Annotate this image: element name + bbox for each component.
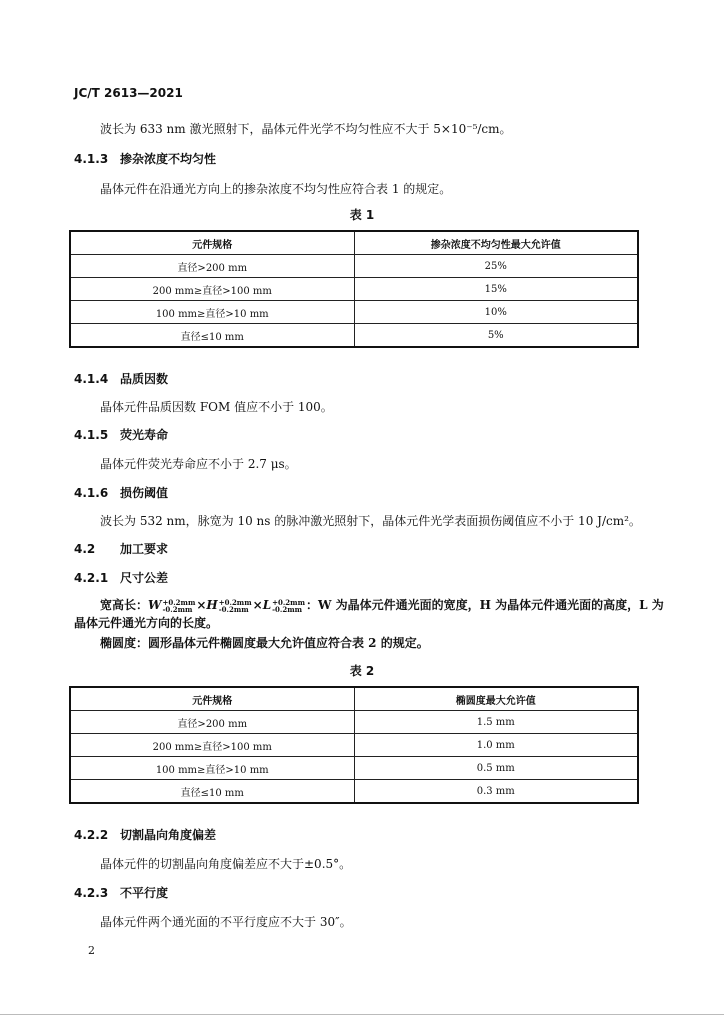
table-cell: 直径≤10 mm — [70, 324, 354, 348]
table-cell: 10% — [354, 301, 638, 324]
table-row — [70, 255, 638, 278]
table2 — [69, 686, 639, 804]
table-cell: 25% — [354, 255, 638, 278]
times-sign: × — [252, 598, 263, 612]
l-upper: +0.2mm — [272, 597, 305, 607]
table1-caption: 表 1 — [349, 208, 375, 222]
table-row — [70, 278, 638, 301]
dimension-tolerance-line — [100, 596, 664, 613]
heading-title: 切割晶向角度偏差 — [120, 828, 217, 842]
page-bottom-divider — [0, 1014, 724, 1015]
standard-code: JC/T 2613—2021 — [74, 86, 183, 100]
heading-4-2 — [74, 540, 168, 557]
doping-text: 晶体元件在沿通光方向上的掺杂浓度不均匀性应符合表 1 的规定。 — [100, 182, 452, 196]
table-header-row — [70, 687, 638, 711]
table2-caption: 表 2 — [349, 664, 375, 678]
h-tolerance — [219, 599, 252, 613]
table-cell: 1.0 mm — [354, 734, 638, 757]
optical-uniformity-text: 波长为 633 nm 激光照射下，晶体元件光学不均匀性应不大于 5×10⁻⁵/cm。 — [100, 122, 512, 136]
table-header-cell: 掺杂浓度不均匀性最大允许值 — [354, 231, 638, 255]
table-cell: 100 mm≥直径>10 mm — [70, 757, 354, 780]
heading-title: 不平行度 — [120, 886, 169, 900]
table-cell: 200 mm≥直径>100 mm — [70, 734, 354, 757]
table-cell: 100 mm≥直径>10 mm — [70, 301, 354, 324]
heading-number: 4.1.4 — [74, 372, 109, 386]
times-sign: × — [196, 598, 207, 612]
w-tolerance — [163, 599, 196, 613]
fom-text: 晶体元件品质因数 FOM 值应不小于 100。 — [100, 400, 333, 414]
table-cell: 0.5 mm — [354, 757, 638, 780]
ellipticity-text: 椭圆度：圆形晶体元件椭圆度最大允许值应符合表 2 的规定。 — [100, 636, 429, 650]
heading-number: 4.2.1 — [74, 571, 109, 585]
table-header-cell: 元件规格 — [70, 687, 354, 711]
w-lower: -0.2mm — [162, 604, 193, 614]
table-cell: 200 mm≥直径>100 mm — [70, 278, 354, 301]
table-row — [70, 780, 638, 804]
table-header-cell: 元件规格 — [70, 231, 354, 255]
dimension-line2: 晶体元件通光方向的长度。 — [74, 616, 219, 630]
heading-title: 荧光寿命 — [120, 428, 169, 442]
heading-number: 4.1.3 — [74, 152, 109, 166]
symbol-w: W — [148, 598, 162, 612]
dimension-description: ：W 为晶体元件通光面的宽度，H 为晶体元件通光面的高度，L 为 — [305, 598, 664, 612]
table-row — [70, 711, 638, 734]
l-lower: -0.2mm — [272, 604, 303, 614]
symbol-h: H — [206, 598, 218, 612]
heading-number: 4.1.5 — [74, 428, 109, 442]
table1 — [69, 230, 639, 348]
cut-angle-text: 晶体元件的切割晶向角度偏差应不大于±0.5°。 — [100, 857, 352, 871]
table-cell: 直径≤10 mm — [70, 780, 354, 804]
dimension-label: 宽高长： — [100, 598, 149, 612]
heading-4-1-3 — [74, 150, 216, 167]
table-header-cell: 椭圆度最大允许值 — [354, 687, 638, 711]
l-tolerance — [272, 599, 305, 613]
table-cell: 1.5 mm — [354, 711, 638, 734]
table-header-row — [70, 231, 638, 255]
table-cell: 0.3 mm — [354, 780, 638, 804]
heading-4-2-2 — [74, 826, 216, 843]
table-cell: 5% — [354, 324, 638, 348]
heading-title: 品质因数 — [120, 372, 169, 386]
symbol-l: L — [262, 598, 272, 612]
table-row — [70, 324, 638, 348]
heading-title: 尺寸公差 — [120, 571, 169, 585]
h-upper: +0.2mm — [218, 597, 252, 607]
heading-4-1-5 — [74, 426, 168, 443]
heading-number: 4.2.3 — [74, 886, 109, 900]
table-cell: 直径>200 mm — [70, 255, 354, 278]
table-cell: 15% — [354, 278, 638, 301]
heading-4-1-4 — [74, 370, 168, 387]
heading-number: 4.1.6 — [74, 486, 109, 500]
parallelism-text: 晶体元件两个通光面的不平行度应不大于 30″。 — [100, 915, 352, 929]
damage-threshold-text: 波长为 532 nm，脉宽为 10 ns 的脉冲激光照射下，晶体元件光学表面损伤阈值应不小于 10 J/cm²。 — [100, 514, 641, 528]
heading-number: 4.2.2 — [74, 828, 109, 842]
page-number: 2 — [88, 944, 95, 957]
heading-4-2-1 — [74, 569, 168, 586]
heading-4-2-3 — [74, 884, 168, 901]
heading-title: 掺杂浓度不均匀性 — [120, 152, 217, 166]
heading-title: 损伤阈值 — [120, 486, 169, 500]
fluorescence-text: 晶体元件荧光寿命应不小于 2.7 μs。 — [100, 457, 297, 471]
table-row — [70, 734, 638, 757]
heading-title: 加工要求 — [120, 542, 169, 556]
heading-4-1-6 — [74, 484, 168, 501]
h-lower: -0.2mm — [218, 604, 249, 614]
w-upper: +0.2mm — [162, 597, 196, 607]
table-cell: 直径>200 mm — [70, 711, 354, 734]
table-row — [70, 301, 638, 324]
table-row — [70, 757, 638, 780]
heading-number: 4.2 — [74, 542, 96, 556]
